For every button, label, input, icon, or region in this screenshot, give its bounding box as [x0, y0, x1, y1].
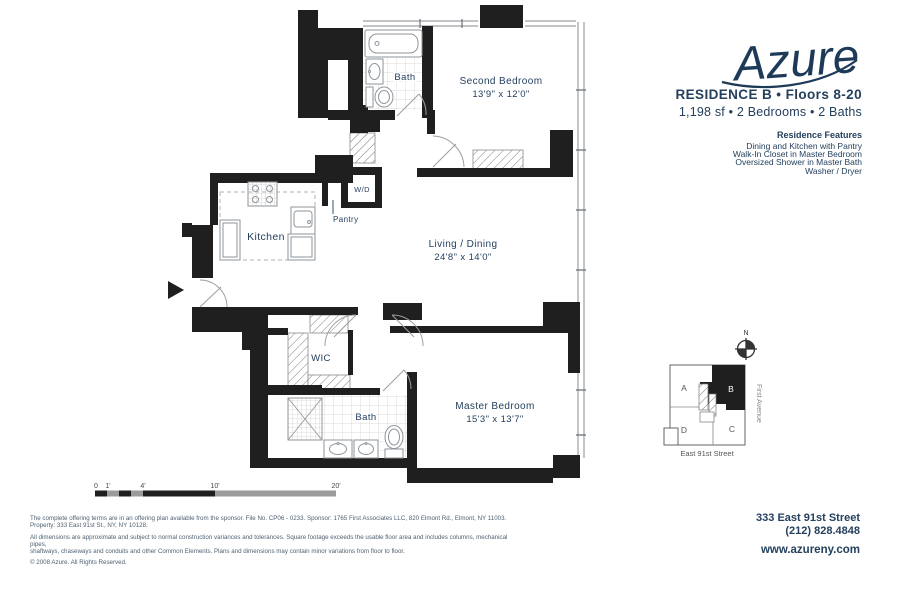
feature-item: Oversized Shower in Master Bath [735, 157, 862, 168]
legal-line: All dimensions are approximate and subject to normal construction variances and tolerances. Square footage exceeds the usable floor area and includes columns, mechanical pipes, [30, 533, 508, 548]
scale-label-10: 10' [210, 483, 220, 490]
compass-n-label: N [743, 330, 749, 337]
scale-label-0: 0 [94, 483, 98, 490]
contact-website: www.azureny.com [760, 544, 860, 556]
svg-text:Azure: Azure [732, 29, 862, 92]
key-plan-unit-b: B [728, 384, 734, 394]
key-plan-unit-d: D [680, 425, 688, 435]
room-label-wic: WIC [311, 353, 331, 364]
room-dims-master-bedroom: 15'3" x 13'7" [466, 414, 524, 425]
scale-label-1: 1' [105, 483, 111, 490]
sink-icon [366, 59, 383, 84]
legal-line: Property: 333 East 91st St., NY, NY 10128. [30, 522, 148, 530]
feature-item: Walk-In Closet in Master Bedroom [732, 149, 862, 160]
residence-features [733, 130, 862, 175]
residence-header [675, 87, 862, 119]
key-plan-east-91st: East 91st Street [680, 449, 734, 458]
bathtub-icon [365, 30, 422, 57]
room-label-wd: W/D [354, 185, 370, 194]
room-label-master-bedroom: Master Bedroom [455, 401, 535, 412]
legal-dimensions [30, 534, 510, 556]
scale-bar [94, 483, 341, 497]
legal-text [30, 515, 510, 571]
contact-address: 333 East 91st Street [756, 512, 860, 524]
key-plan-unit-a: A [681, 383, 687, 393]
range-icon [248, 182, 277, 206]
toilet-icon [366, 87, 393, 107]
room-label-second-bedroom: Second Bedroom [459, 76, 543, 87]
room-label-kitchen: Kitchen [247, 231, 285, 243]
room-dims-second-bedroom: 13'9" x 12'0" [472, 89, 530, 100]
scale-label-20: 20' [331, 483, 341, 490]
contact-block [756, 512, 860, 557]
compass-icon [735, 338, 757, 360]
key-plan-first-avenue: First Avenue [755, 384, 762, 423]
legal-line: shaftways, chaseways and conduits and other Common Elements. Plans and dimensions may contain minor variations from floor to floor. [30, 548, 405, 556]
residence-title: RESIDENCE B • Floors 8-20 [675, 87, 862, 102]
entry-arrow-icon [168, 281, 184, 299]
legal-line: The complete offering terms are in an offering plan available from the sponsor. File No. CP06 - 0233. Sponsor: 1765 First Associates LLC, 820 Elmont Rd., Elmont, NY 11003. [30, 515, 507, 522]
legal-offering-terms [30, 515, 510, 530]
room-label-master-bath: Bath [355, 412, 377, 423]
features-title: Residence Features [776, 130, 862, 140]
key-plan [664, 330, 762, 458]
feature-item: Washer / Dryer [805, 165, 862, 176]
room-label-bath-upper: Bath [394, 72, 416, 83]
room-dims-living-dining: 24'8" x 14'0" [434, 252, 492, 263]
key-plan-unit-c: C [728, 424, 736, 434]
feature-item: Dining and Kitchen with Pantry [746, 141, 862, 151]
legal-copyright: © 2008 Azure. All Rights Reserved. [30, 559, 127, 567]
azure-logo [722, 30, 861, 92]
residence-stats: 1,198 sf • 2 Bedrooms • 2 Baths [678, 105, 862, 119]
vanity-sinks-icon [324, 440, 378, 458]
room-label-pantry: Pantry [333, 215, 359, 224]
scale-label-4: 4' [140, 483, 146, 490]
master-toilet-icon [385, 426, 403, 459]
room-label-living-dining: Living / Dining [428, 239, 498, 250]
contact-phone: (212) 828.4848 [785, 524, 860, 537]
